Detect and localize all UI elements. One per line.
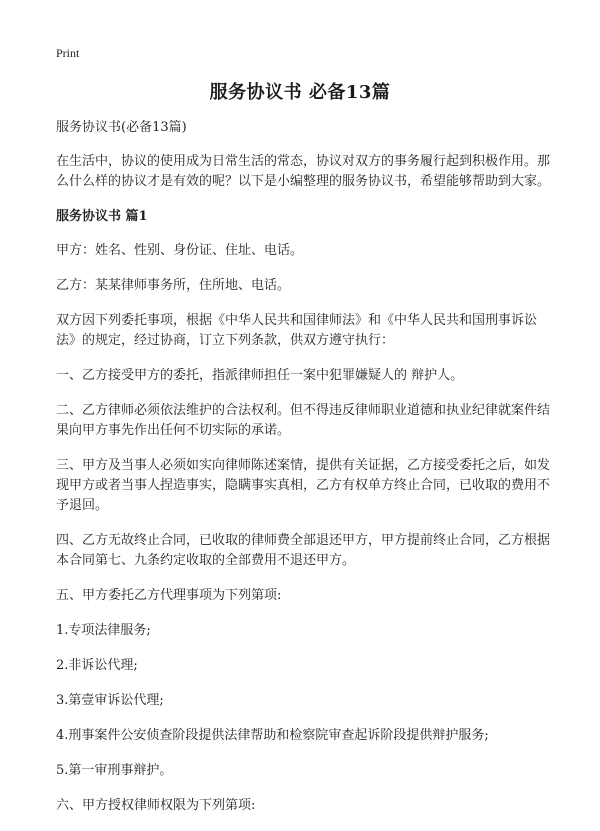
paragraph-party-b: 乙方：某某律师事务所，住所地、电话。 — [56, 278, 291, 293]
list-item: 2.非诉讼代理; — [56, 658, 138, 673]
list-item: 5.第一审刑事辩护。 — [56, 763, 173, 778]
clause-3: 三、甲方及当事人必须如实向律师陈述案情，提供有关证据，乙方接受委托之后，如发现甲方或者当事人捏造事实，隐瞒事实真相，乙方有权单方终止合同，已收取的费用不予退回。 — [56, 458, 551, 513]
list-item: 3.第壹审诉讼代理; — [56, 693, 164, 708]
document-title: 服务协议书 必备13篇 — [209, 82, 391, 103]
section-heading: 服务协议书 篇1 — [56, 209, 148, 224]
paragraph-party-a: 甲方：姓名、性别、身份证、住址、电话。 — [56, 243, 304, 258]
paragraph-preamble: 双方因下列委托事项，根据《中华人民共和国律师法》和《中华人民共和国刑事诉讼法》的规定，经过协商，订立下列条款，供双方遵守执行： — [56, 313, 538, 348]
intro-paragraph: 在生活中，协议的使用成为日常生活的常态，协议对双方的事务履行起到积极作用。那么什么样的协议才是有效的呢？以下是小编整理的服务协议书，希望能够帮助到大家。 — [56, 154, 551, 189]
clause-6: 六、甲方授权律师权限为下列第项: — [56, 798, 256, 813]
print-label: Print — [56, 46, 80, 60]
list-item: 4.刑事案件公安侦查阶段提供法律帮助和检察院审查起诉阶段提供辩护服务; — [56, 728, 489, 743]
clause-4: 四、乙方无故终止合同，已收取的律师费全部退还甲方，甲方提前终止合同，乙方根据本合同第七、九条约定收取的全部费用不退还甲方。 — [56, 533, 551, 568]
document-subtitle: 服务协议书(必备13篇) — [56, 120, 187, 135]
document-body — [56, 118, 556, 831]
list-item: 1.专项法律服务; — [56, 623, 151, 638]
clause-5: 五、甲方委托乙方代理事项为下列第项: — [56, 588, 282, 603]
clause-2: 二、乙方律师必须依法维护的合法权利。但不得违反律师职业道德和执业纪律就案件结果向甲方事先作出任何不切实际的承诺。 — [56, 403, 551, 438]
clause-1: 一、乙方接受甲方的委托，指派律师担任一案中犯罪嫌疑人的 辩护人。 — [56, 368, 464, 383]
